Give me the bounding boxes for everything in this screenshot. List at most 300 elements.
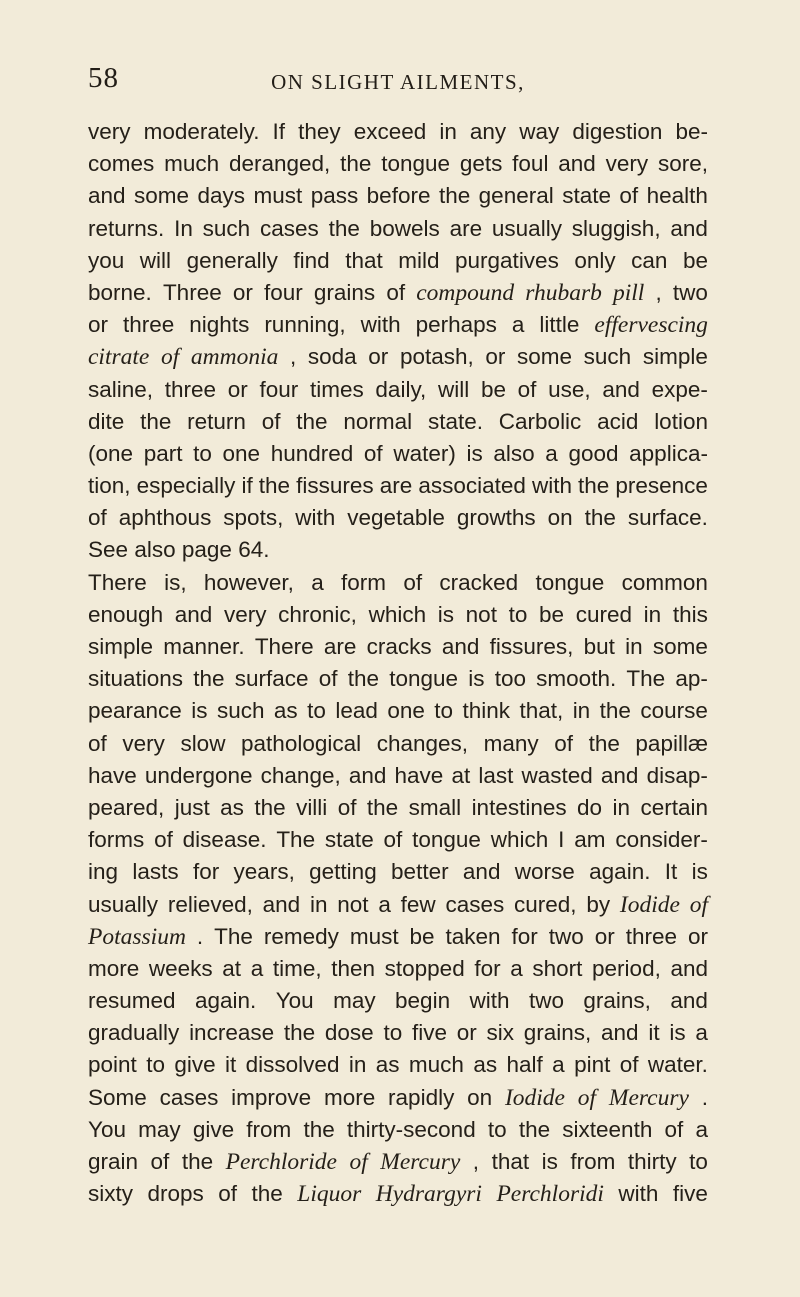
- word: form: [341, 569, 387, 595]
- word: is: [466, 440, 483, 466]
- word: at: [222, 955, 242, 981]
- word: drops: [147, 1181, 204, 1207]
- word: disease.: [182, 827, 267, 853]
- word: to: [689, 1149, 708, 1174]
- word: better: [391, 859, 449, 885]
- word: to: [193, 440, 212, 466]
- word: pearance: [88, 698, 182, 724]
- word: is: [468, 666, 485, 692]
- word: with: [360, 312, 401, 338]
- word: pint: [574, 1052, 611, 1078]
- word: to: [434, 698, 454, 724]
- word: enough: [88, 601, 164, 627]
- word: they: [298, 119, 341, 144]
- word: wasted: [521, 762, 593, 788]
- word: before: [366, 183, 431, 209]
- word: It: [664, 859, 678, 885]
- word: getting: [309, 859, 377, 885]
- word: the: [518, 1116, 551, 1142]
- word: of: [218, 1181, 238, 1207]
- word: dissolved: [245, 1052, 340, 1078]
- text-line: [88, 663, 708, 695]
- word: with: [469, 988, 510, 1014]
- italic-word: Hydrargyri: [375, 1181, 482, 1208]
- text-line: [88, 180, 708, 212]
- text-line: [88, 824, 708, 856]
- word: gets: [459, 151, 503, 177]
- word: There: [88, 569, 147, 595]
- word: or: [88, 312, 109, 338]
- italic-word: Mercury: [380, 1149, 461, 1175]
- italic-word: rhubarb: [525, 279, 602, 306]
- word: five: [672, 1181, 708, 1207]
- word: as: [220, 794, 244, 820]
- word: You: [275, 988, 314, 1014]
- text-line: [88, 502, 708, 534]
- word: of: [619, 183, 639, 209]
- word: you: [88, 247, 125, 273]
- word: is: [691, 859, 708, 885]
- word: .: [701, 1084, 708, 1110]
- text-line: [88, 374, 708, 406]
- text-line: [88, 695, 708, 727]
- word: change,: [260, 762, 341, 788]
- word: growths: [456, 505, 536, 531]
- word: peared,: [88, 794, 165, 820]
- word: .: [196, 923, 204, 949]
- word: any: [469, 119, 507, 144]
- word: lasts: [132, 859, 179, 885]
- word: is: [437, 601, 455, 627]
- word: in: [348, 1052, 367, 1078]
- word: course: [640, 698, 708, 724]
- word: the: [347, 666, 379, 692]
- word: undergone: [144, 762, 253, 788]
- text-line: [88, 116, 708, 148]
- word: three: [625, 923, 677, 949]
- word: or: [227, 376, 248, 402]
- word: as: [273, 698, 298, 724]
- word: may: [333, 988, 376, 1014]
- word: health: [646, 183, 708, 209]
- word: with: [531, 473, 572, 499]
- word: if: [241, 473, 253, 499]
- word: vegetable: [347, 505, 445, 531]
- word: give: [192, 1116, 235, 1142]
- word: hundred: [270, 440, 354, 466]
- text-line: [88, 245, 708, 277]
- word: be-: [675, 119, 708, 144]
- word: Some: [88, 1084, 147, 1110]
- word: have: [88, 762, 137, 788]
- word: short: [532, 955, 583, 981]
- word: or: [456, 1020, 477, 1046]
- word: be: [480, 376, 506, 402]
- word: of: [554, 730, 573, 756]
- word: thirty: [627, 1149, 677, 1174]
- word: a: [378, 891, 391, 917]
- word: which: [368, 601, 427, 627]
- word: changes,: [376, 730, 469, 756]
- word: lotion: [654, 408, 708, 434]
- word: surface.: [627, 505, 708, 531]
- word: thirty-second: [346, 1116, 476, 1142]
- word: on: [467, 1084, 493, 1110]
- word: must: [349, 923, 399, 949]
- word: and: [558, 151, 596, 177]
- text-line: [88, 309, 708, 341]
- word: state: [562, 183, 611, 209]
- italic-word: Perchloride: [225, 1149, 337, 1175]
- word: the: [328, 215, 360, 241]
- word: two: [548, 923, 584, 949]
- word: a: [511, 312, 525, 338]
- word: normal: [343, 408, 413, 434]
- word: more: [323, 1084, 376, 1110]
- word: as: [375, 1052, 400, 1078]
- italic-word: Liquor: [297, 1181, 362, 1208]
- word: is: [191, 698, 208, 724]
- word: pass: [310, 183, 359, 209]
- word: good: [568, 440, 619, 466]
- italic-word: Iodide: [504, 1084, 565, 1111]
- text-line: [88, 1178, 708, 1210]
- word: papillæ: [635, 730, 708, 756]
- word: of: [386, 279, 406, 305]
- word: water.: [647, 1052, 708, 1078]
- word: with: [295, 505, 336, 531]
- word: have: [394, 762, 444, 788]
- word: simple: [88, 634, 154, 659]
- word: the: [366, 794, 399, 820]
- page-number: 58: [88, 62, 119, 94]
- word: period,: [592, 955, 661, 981]
- word: cured,: [514, 891, 577, 917]
- word: of: [403, 569, 423, 595]
- word: six: [486, 1020, 514, 1046]
- word: of: [318, 666, 338, 692]
- word: tongue: [535, 569, 605, 595]
- word: can: [631, 247, 668, 273]
- word: the: [251, 1181, 283, 1207]
- text-line: [88, 1114, 708, 1146]
- word: the: [140, 408, 172, 434]
- word: spots,: [223, 505, 284, 531]
- word: to: [508, 601, 528, 627]
- word: sixty: [88, 1181, 133, 1207]
- word: on: [547, 505, 573, 531]
- word: Carbolic: [498, 408, 582, 434]
- word: increase: [189, 1020, 275, 1046]
- word: usually: [491, 215, 562, 241]
- text-line: [88, 985, 708, 1017]
- text-line: [88, 1146, 708, 1178]
- word: the: [296, 408, 328, 434]
- word: common: [621, 569, 708, 595]
- word: return: [187, 408, 246, 434]
- text-line: [88, 213, 708, 245]
- word: If: [272, 119, 286, 144]
- word: smooth.: [536, 666, 617, 692]
- word: are: [449, 215, 483, 241]
- word: four: [263, 279, 303, 305]
- word: the: [258, 473, 291, 499]
- word: not: [465, 601, 497, 627]
- word: In: [174, 215, 193, 241]
- word: presence: [615, 473, 708, 499]
- word: small: [408, 794, 462, 820]
- word: situations: [88, 666, 184, 692]
- word: lead: [335, 698, 378, 724]
- word: such: [583, 344, 632, 370]
- word: relieved,: [167, 891, 253, 917]
- word: but: [583, 634, 615, 659]
- word: state: [324, 827, 374, 853]
- word: I: [558, 827, 565, 853]
- word: of: [363, 440, 383, 466]
- word: 64.: [238, 537, 270, 563]
- word: ap-: [675, 666, 708, 692]
- word: of: [150, 1149, 170, 1174]
- italic-word: Potassium: [88, 923, 186, 950]
- word: in: [643, 601, 662, 627]
- word: for: [474, 955, 501, 981]
- word: saline,: [88, 376, 154, 402]
- word: very: [88, 119, 131, 144]
- word: manner.: [163, 634, 245, 659]
- word: especially: [136, 473, 236, 499]
- word: must: [253, 183, 303, 209]
- word: foul: [512, 151, 549, 177]
- word: days: [197, 183, 246, 209]
- word: sluggish,: [571, 215, 661, 241]
- word: also: [493, 440, 535, 466]
- italic-word: Iodide: [619, 891, 680, 918]
- word: grains,: [583, 988, 651, 1014]
- word: in: [309, 891, 328, 917]
- italic-word: compound: [416, 279, 515, 306]
- word: a: [311, 569, 324, 595]
- word: There: [254, 634, 314, 659]
- text-line: [88, 1049, 708, 1081]
- word: stopped: [384, 955, 465, 981]
- italic-word: effervescing: [594, 312, 708, 339]
- word: not: [337, 891, 369, 917]
- word: nights: [189, 312, 250, 338]
- text-line: [88, 148, 708, 180]
- italic-word: Perchloridi: [496, 1181, 604, 1208]
- word: in: [439, 119, 457, 144]
- word: or: [594, 923, 615, 949]
- word: dite: [88, 408, 125, 434]
- italic-word: of: [577, 1084, 597, 1111]
- word: comes: [88, 151, 155, 177]
- word: improve: [231, 1084, 312, 1110]
- word: part: [143, 440, 183, 466]
- italic-word: citrate: [88, 344, 150, 371]
- word: or: [368, 344, 389, 370]
- word: expe-: [651, 376, 708, 402]
- word: however,: [203, 569, 294, 595]
- word: five: [411, 1020, 447, 1046]
- word: a: [545, 440, 558, 466]
- word: or: [232, 279, 253, 305]
- word: general: [478, 183, 554, 209]
- word: moderately.: [143, 119, 260, 144]
- word: find: [293, 247, 330, 273]
- word: and: [670, 215, 708, 241]
- text-line: [88, 470, 708, 502]
- word: the: [303, 1116, 335, 1142]
- word: intestines: [471, 794, 567, 820]
- word: and: [262, 891, 301, 917]
- word: running,: [264, 312, 346, 338]
- word: surface: [234, 666, 309, 692]
- word: tongue: [381, 151, 451, 177]
- word: digestion: [572, 119, 663, 144]
- text-line: [88, 953, 708, 985]
- word: for: [511, 923, 538, 949]
- word: half: [506, 1052, 543, 1078]
- word: forms: [88, 827, 145, 853]
- word: certain: [640, 794, 708, 820]
- word: ing: [88, 859, 119, 885]
- word: ,: [289, 344, 297, 370]
- word: and: [462, 859, 501, 885]
- word: again.: [589, 859, 651, 885]
- word: that,: [519, 698, 564, 724]
- word: taken: [445, 923, 501, 949]
- word: of: [664, 1116, 684, 1142]
- word: The: [626, 666, 666, 692]
- word: and: [600, 762, 639, 788]
- italic-word: of: [689, 891, 708, 918]
- text-line: [88, 728, 708, 760]
- text-line: [88, 406, 708, 438]
- word: and: [88, 183, 126, 209]
- word: some: [134, 183, 190, 209]
- word: four: [259, 376, 299, 402]
- word: of: [337, 794, 357, 820]
- page-header: [88, 62, 708, 102]
- word: very: [605, 151, 649, 177]
- word: am: [574, 827, 606, 853]
- word: a: [695, 1020, 708, 1046]
- word: and: [174, 601, 213, 627]
- word: is,: [164, 569, 187, 595]
- word: soda: [307, 344, 357, 370]
- word: a: [510, 955, 523, 981]
- word: grain: [88, 1149, 139, 1174]
- word: sore,: [657, 151, 708, 177]
- text-line: [88, 438, 708, 470]
- word: three: [123, 312, 175, 338]
- word: two: [528, 988, 564, 1014]
- text-line: [88, 760, 708, 792]
- word: fissures: [296, 473, 374, 499]
- word: at: [451, 762, 471, 788]
- word: little: [539, 312, 580, 338]
- word: or: [485, 344, 506, 370]
- word: will: [139, 247, 172, 273]
- word: and: [348, 762, 387, 788]
- word: that: [491, 1149, 530, 1174]
- word: few: [400, 891, 436, 917]
- word: very: [223, 601, 267, 627]
- word: aphthous: [118, 505, 212, 531]
- word: then: [331, 955, 376, 981]
- word: use,: [548, 376, 591, 402]
- word: sixteenth: [562, 1116, 653, 1142]
- word: of: [154, 827, 173, 853]
- word: of: [619, 1052, 639, 1078]
- word: last: [478, 762, 514, 788]
- word: daily,: [375, 376, 427, 402]
- word: such: [216, 698, 265, 724]
- word: may: [138, 1116, 181, 1142]
- word: of: [88, 730, 107, 756]
- word: grains: [313, 279, 376, 305]
- word: acid: [597, 408, 639, 434]
- text-line: [88, 341, 708, 373]
- word: gradually: [88, 1020, 180, 1046]
- word: with: [618, 1181, 659, 1207]
- word: think: [462, 698, 511, 724]
- word: associated: [418, 473, 526, 499]
- word: dose: [324, 1020, 374, 1046]
- word: worse: [514, 859, 575, 885]
- word: from: [570, 1149, 616, 1174]
- word: the: [584, 505, 616, 531]
- text-line: [88, 599, 708, 631]
- word: borne.: [88, 279, 152, 305]
- word: tongue: [389, 666, 459, 692]
- word: tion,: [88, 473, 131, 499]
- word: in: [625, 634, 643, 659]
- word: cracks: [366, 634, 432, 659]
- word: or: [687, 923, 708, 949]
- word: be: [682, 247, 708, 273]
- word: the: [254, 794, 286, 820]
- word: deranged,: [228, 151, 331, 177]
- word: of: [88, 505, 107, 531]
- word: the: [578, 473, 610, 499]
- word: one: [222, 440, 261, 466]
- word: ,: [472, 1149, 480, 1174]
- word: it: [648, 1020, 660, 1046]
- word: the: [340, 151, 372, 177]
- word: potash,: [399, 344, 474, 370]
- word: cases: [260, 215, 319, 241]
- word: two: [672, 279, 708, 305]
- word: just: [174, 794, 210, 820]
- word: to: [487, 1116, 507, 1142]
- text-line: [88, 1017, 708, 1049]
- word: as: [473, 1052, 498, 1078]
- word: purgatives: [455, 247, 559, 273]
- word: is: [669, 1020, 686, 1046]
- word: years,: [233, 859, 295, 885]
- word: be: [409, 923, 435, 949]
- word: to: [146, 1052, 165, 1078]
- word: and: [670, 955, 708, 981]
- word: again.: [194, 988, 257, 1014]
- word: some: [517, 344, 573, 370]
- word: in: [572, 698, 591, 724]
- word: perhaps: [415, 312, 497, 338]
- word: will: [437, 376, 470, 402]
- word: consider-: [615, 827, 708, 853]
